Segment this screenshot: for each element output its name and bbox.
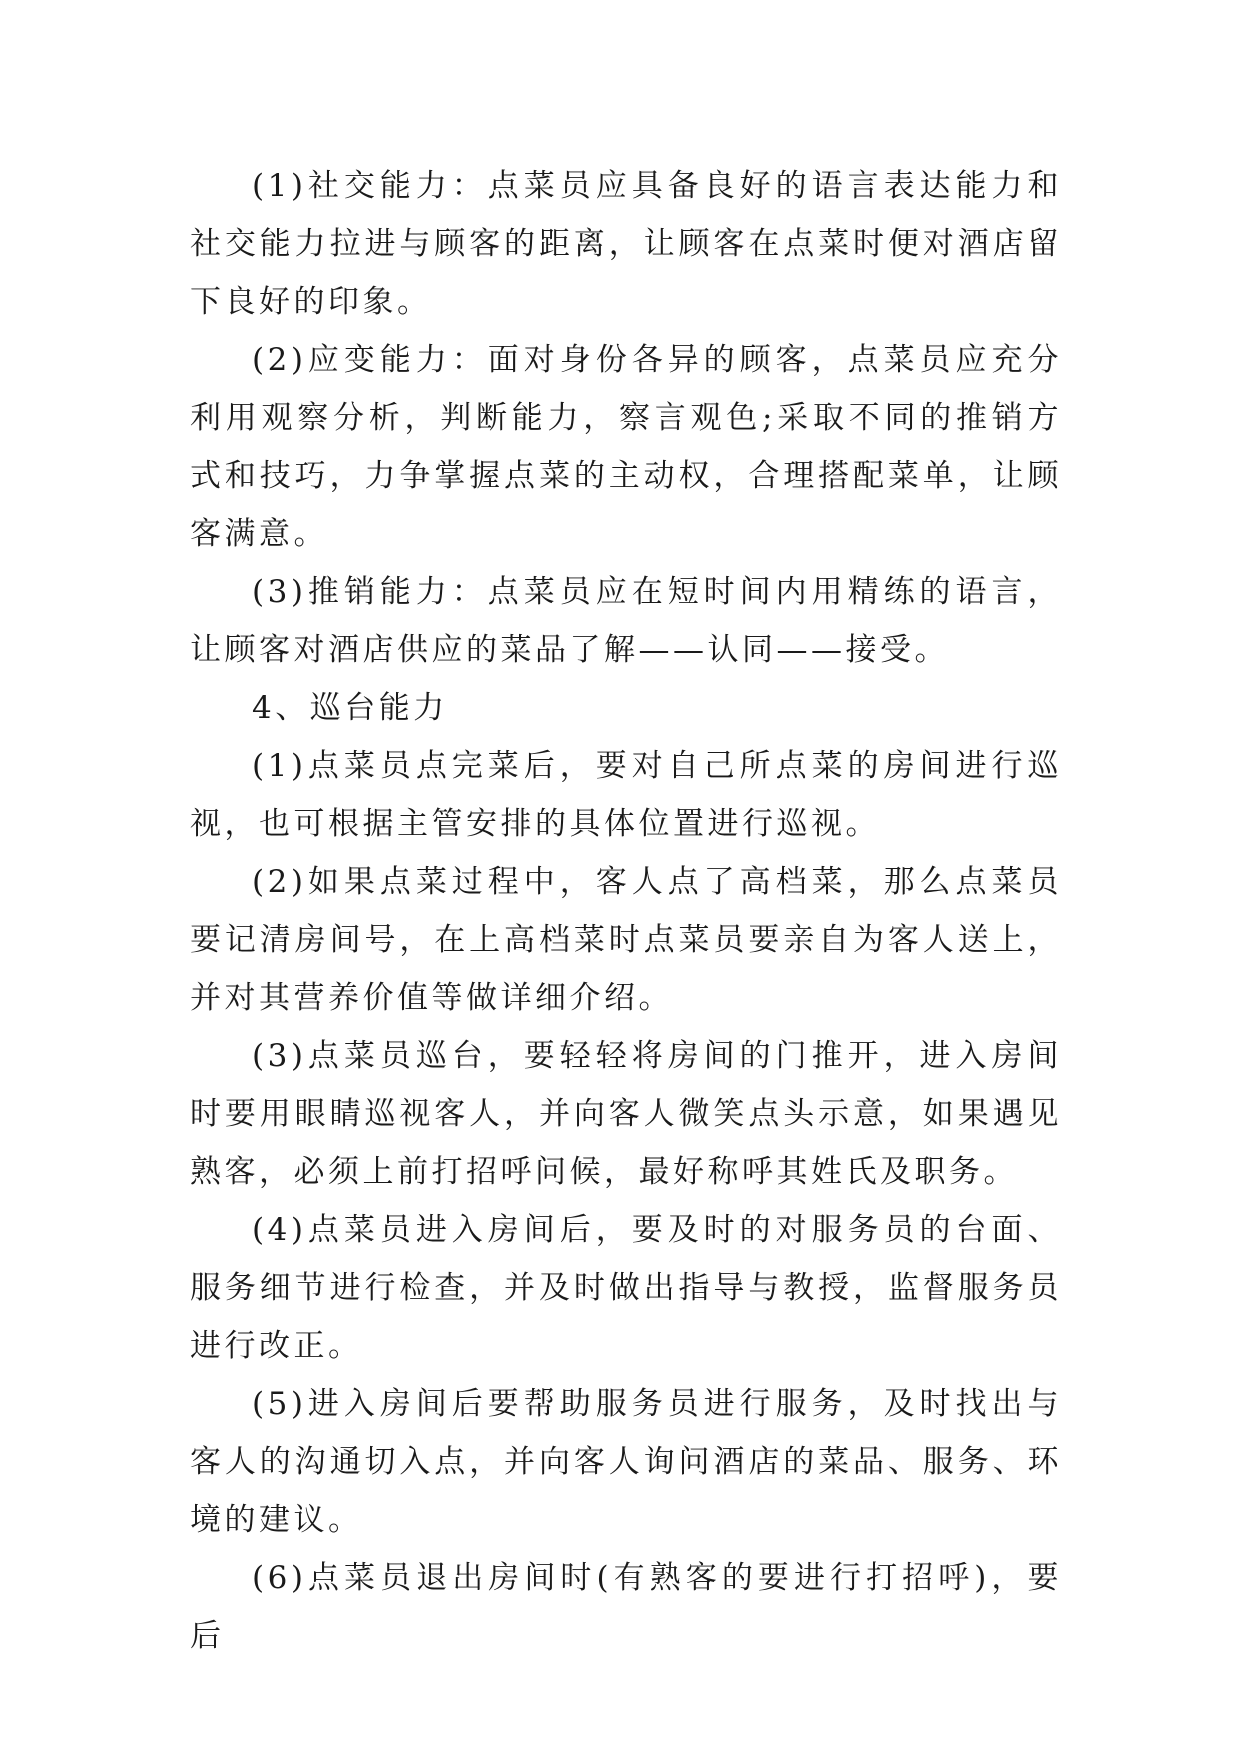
paragraph-sales-ability: (3)推销能力：点菜员应在短时间内用精练的语言，让顾客对酒店供应的菜品了解——认同——接受。 bbox=[190, 574, 1062, 668]
paragraph-social-ability: (1)社交能力：点菜员应具备良好的语言表达能力和社交能力拉进与顾客的距离，让顾客在点菜时便对酒店留下良好的印象。 bbox=[190, 168, 1062, 320]
paragraph-adaptability: (2)应变能力：面对身份各异的顾客，点菜员应充分利用观察分析，判断能力，察言观色;采取不同的推销方式和技巧，力争掌握点菜的主动权，合理搭配菜单，让顾客满意。 bbox=[190, 342, 1062, 552]
paragraph-patrol-5: (5)进入房间后要帮助服务员进行服务，及时找出与客人的沟通切入点，并向客人询问酒店的菜品、服务、环境的建议。 bbox=[190, 1386, 1062, 1538]
paragraph-patrol-1: (1)点菜员点完菜后，要对自己所点菜的房间进行巡视，也可根据主管安排的具体位置进行巡视。 bbox=[190, 748, 1062, 842]
document-body bbox=[190, 157, 1062, 1665]
paragraph-patrol-6: (6)点菜员退出房间时(有熟客的要进行打招呼)，要后 bbox=[190, 1560, 1062, 1654]
paragraph-patrol-4: (4)点菜员进入房间后，要及时的对服务员的台面、服务细节进行检查，并及时做出指导与教授，监督服务员进行改正。 bbox=[190, 1212, 1062, 1364]
paragraph-patrol-3: (3)点菜员巡台，要轻轻将房间的门推开，进入房间时要用眼睛巡视客人，并向客人微笑点头示意，如果遇见熟客，必须上前打招呼问候，最好称呼其姓氏及职务。 bbox=[190, 1038, 1062, 1190]
section-heading-patrol-ability: 4、巡台能力 bbox=[252, 690, 448, 726]
paragraph-patrol-2: (2)如果点菜过程中，客人点了高档菜，那么点菜员要记清房间号，在上高档菜时点菜员要亲自为客人送上，并对其营养价值等做详细介绍。 bbox=[190, 864, 1062, 1016]
